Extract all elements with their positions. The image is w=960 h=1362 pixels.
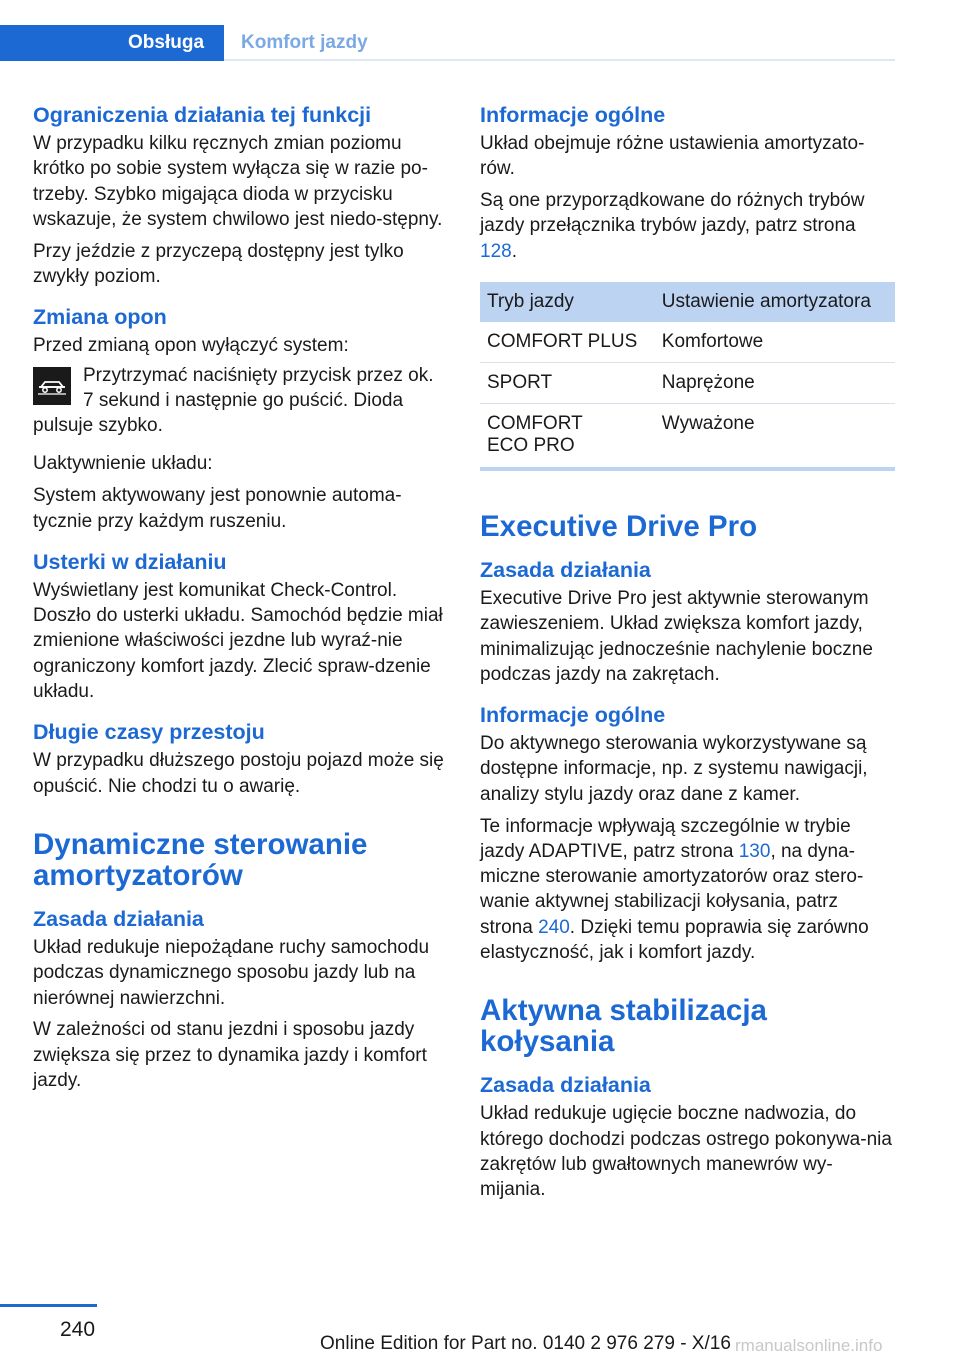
paragraph: Te informacje wpływają szczególnie w trybie jazdy ADAPTIVE, patrz strona 130, na dyna-miczne sterowanie amortyzatorów oraz stero-wanie aktywnej stabilizacji kołysania, patrz strona 240. Dzięki temu poprawia się zarówno elastyczność, jak i komfort jazdy.	[480, 815, 869, 964]
paragraph: Executive Drive Pro jest aktywnie sterowanym zawieszeniem. Układ zwiększa komfort jazdy, minimalizując jednocześnie nachylenie boczne podczas jazdy na zakrętach.	[480, 587, 873, 685]
header-rule	[224, 59, 895, 61]
footer-rule	[0, 1304, 97, 1307]
table-row	[480, 362, 895, 403]
paragraph: Uaktywnienie układu:	[33, 453, 213, 475]
section-title: Zasada działania	[33, 906, 204, 931]
section-title: Ograniczenia działania tej funkcji	[33, 103, 372, 127]
section-title: Informacje ogólne	[480, 703, 666, 728]
table-header-row	[480, 282, 895, 322]
paragraph: W przypadku dłuższego postoju pojazd może się opuścić. Nie chodzi tu o awarię.	[33, 750, 444, 797]
section-title: Usterki w działaniu	[33, 549, 227, 574]
chapter-title: Executive Drive Pro	[480, 509, 758, 543]
page-link[interactable]: 128	[480, 240, 512, 262]
paragraph: Układ redukuje niepożądane ruchy samochodu podczas dynamicznego sposobu jazdy lub na nierównej nawierzchni.	[33, 936, 430, 1009]
table-cell: Naprężone	[655, 362, 895, 403]
paragraph: pulsuje szybko.	[33, 415, 163, 437]
paragraph: W zależności od stanu jezdni i sposobu jazdy zwiększa się przez to dynamika jazdy i komfort jazdy.	[33, 1019, 427, 1091]
paragraph: Są one przyporządkowane do różnych trybów jazdy przełącznika trybów jazdy, patrz strona 128.	[480, 190, 865, 262]
page-number: 240	[60, 1318, 96, 1341]
table-cell: COMFORT PLUS	[480, 322, 655, 363]
table-row	[480, 322, 895, 363]
section-title: Długie czasy przestoju	[33, 720, 265, 745]
paragraph: Układ obejmuje różne ustawienia amortyzato-rów.	[480, 133, 865, 180]
paragraph: Układ redukuje ugięcie boczne nadwozia, do którego dochodzi podczas ostrego pokonywa-nia zakrętów lub gwałtownych manewrów wy-mijania.	[480, 1103, 892, 1201]
tab-obsluga[interactable]: Obsługa	[0, 25, 224, 61]
paragraph: W przypadku kilku ręcznych zmian poziomu krótko po sobie system wyłącza się w razie po-trzeby. Szybko migająca dioda w przycisku wskazuje, że system chwilowo jest niedo-stępny.	[33, 133, 443, 230]
column-header: Ustawienie amortyzatora	[655, 282, 895, 322]
section-title: Zmiana opon	[33, 305, 167, 330]
paragraph: Przytrzymać naciśnięty przycisk przez ok. 7 sekund i następnie go puścić. Dioda	[83, 364, 434, 411]
table-cell: Komfortowe	[655, 322, 895, 363]
section-title: Zasada działania	[480, 1073, 651, 1098]
table-row	[480, 403, 895, 469]
right-column	[480, 100, 895, 1203]
paragraph: System aktywowany jest ponownie automa-tycznie przy każdym ruszeniu.	[33, 485, 402, 532]
paragraph: Do aktywnego sterowania wykorzystywane są dostępne informacje, np. z systemu nawigacji, analizy stylu jazdy oraz dane z kamer.	[480, 733, 868, 805]
column-header: Tryb jazdy	[480, 282, 655, 322]
section-title: Zasada działania	[480, 557, 651, 582]
edition-note: Online Edition for Part no. 0140 2 976 279 - X/16	[320, 1333, 731, 1354]
damper-settings-table	[480, 282, 895, 471]
chapter-title: Dynamiczne sterowanie amortyzatorów	[33, 827, 368, 892]
watermark: rmanualsonline.info	[735, 1336, 883, 1355]
icon-instruction	[33, 363, 448, 439]
page-link[interactable]: 130	[738, 840, 771, 862]
table-cell: Wyważone	[655, 403, 895, 469]
paragraph: Przy jeździe z przyczepą dostępny jest tylko zwykły poziom.	[33, 240, 404, 287]
car-chassis-icon	[33, 367, 71, 405]
header-tabs	[0, 25, 895, 61]
section-title: Informacje ogólne	[480, 103, 666, 127]
paragraph: Przed zmianą opon wyłączyć system:	[33, 335, 349, 357]
table-cell: SPORT	[480, 362, 655, 403]
table-cell: COMFORT ECO PRO	[480, 403, 655, 469]
left-column	[33, 100, 448, 1093]
tab-komfort-jazdy[interactable]: Komfort jazdy	[241, 32, 368, 53]
paragraph: Wyświetlany jest komunikat Check-Control. Doszło do usterki układu. Samochód będzie miał zmienione właściwości jezdne lub wyraź-nie ograniczony komfort jazdy. Zlecić spraw-dzenie układu.	[33, 579, 443, 703]
page-link[interactable]: 240	[538, 916, 570, 938]
chapter-title: Aktywna stabilizacja kołysania	[480, 994, 767, 1059]
